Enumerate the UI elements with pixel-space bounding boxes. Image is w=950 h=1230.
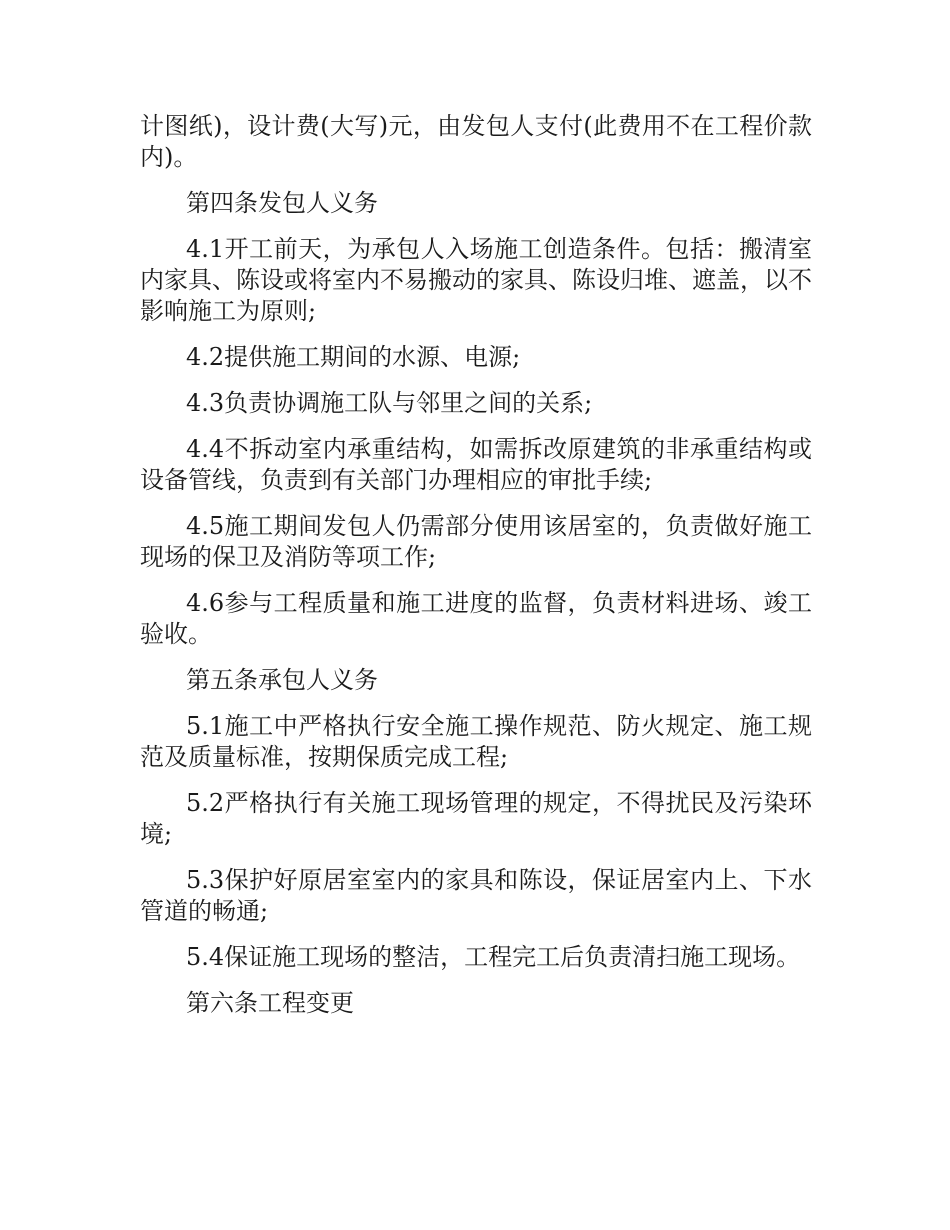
paragraph-continuation: 计图纸)，设计费(大写)元，由发包人支付(此费用不在工程价款内)。	[140, 112, 812, 171]
section-heading-article-5: 第五条承包人义务	[186, 666, 378, 694]
clause-5-3: 5.3保护好原居室室内的家具和陈设，保证居室内上、下水管道的畅通;	[140, 866, 812, 925]
clause-4-5: 4.5施工期间发包人仍需部分使用该居室的，负责做好施工现场的保卫及消防等项工作;	[140, 512, 812, 571]
section-heading-article-4: 第四条发包人义务	[186, 189, 378, 217]
clause-4-6: 4.6参与工程质量和施工进度的监督，负责材料进场、竣工验收。	[140, 589, 812, 648]
section-heading-article-6: 第六条工程变更	[186, 989, 354, 1017]
clause-4-1: 4.1开工前天，为承包人入场施工创造条件。包括：搬清室内家具、陈设或将室内不易搬动的家具、陈设归堆、遮盖，以不影响施工为原则;	[140, 235, 812, 325]
clause-5-2: 5.2严格执行有关施工现场管理的规定，不得扰民及污染环境;	[140, 789, 812, 848]
clause-5-4: 5.4保证施工现场的整洁，工程完工后负责清扫施工现场。	[186, 943, 801, 971]
clause-4-4: 4.4不拆动室内承重结构，如需拆改原建筑的非承重结构或设备管线，负责到有关部门办理相应的审批手续;	[140, 435, 812, 494]
document-body	[140, 111, 812, 1034]
clause-4-2: 4.2提供施工期间的水源、电源;	[186, 343, 521, 371]
clause-4-3: 4.3负责协调施工队与邻里之间的关系;	[186, 389, 593, 417]
clause-5-1: 5.1施工中严格执行安全施工操作规范、防火规定、施工规范及质量标准，按期保质完成工程;	[140, 712, 812, 771]
